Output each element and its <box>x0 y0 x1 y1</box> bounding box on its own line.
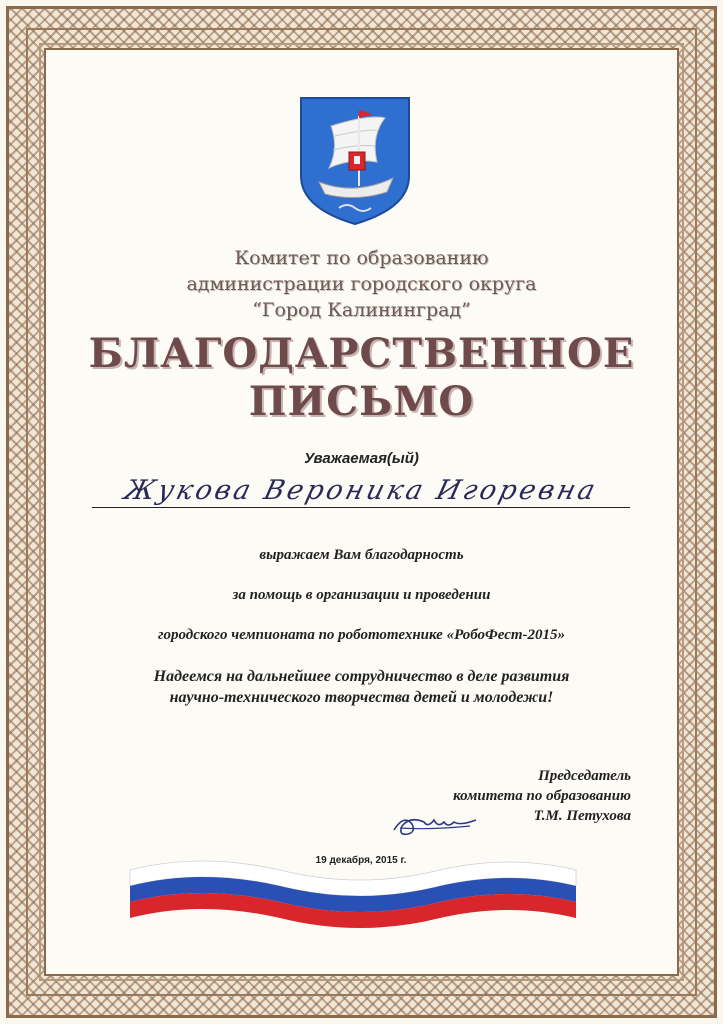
title-line-2: ПИСЬМО <box>248 378 475 425</box>
signer-name: Т.М. Петухова <box>533 808 631 824</box>
closing-wish <box>90 666 633 708</box>
closing-wish-line-2: научно-технического творчества детей и молодежи! <box>169 689 554 706</box>
title-line-1: БЛАГОДАРСТВЕННОЕ <box>88 330 635 377</box>
signer-position-line-1: Председатель <box>538 768 631 784</box>
body-line-3: городского чемпионата по робототехнике «РобоФест-2015» <box>157 627 566 643</box>
salutation: Уважаемая(ый) <box>304 450 419 467</box>
issue-date: 19 декабря, 2015 г. <box>315 855 407 866</box>
kaliningrad-coat-of-arms-icon <box>299 96 411 226</box>
issuer-line-3: “Город Калининград” <box>252 299 471 321</box>
document-title <box>80 330 643 426</box>
issuer-line-1: Комитет по образованию <box>234 247 489 269</box>
signer-position-line-2: комитета по образованию <box>453 788 631 804</box>
issuer-line-2: администрации городского округа <box>186 273 537 295</box>
body-line-2: за помощь в организации и проведении <box>232 587 491 603</box>
handwritten-signature <box>390 808 480 840</box>
recipient-name: Жукова Вероника Игоревна <box>120 475 602 506</box>
issuer-committee <box>100 245 623 323</box>
closing-wish-line-1: Надеемся на дальнейшее сотрудничество в деле развития <box>153 668 570 685</box>
recipient-name-line <box>92 473 630 508</box>
body-line-1: выражаем Вам благодарность <box>259 547 464 563</box>
